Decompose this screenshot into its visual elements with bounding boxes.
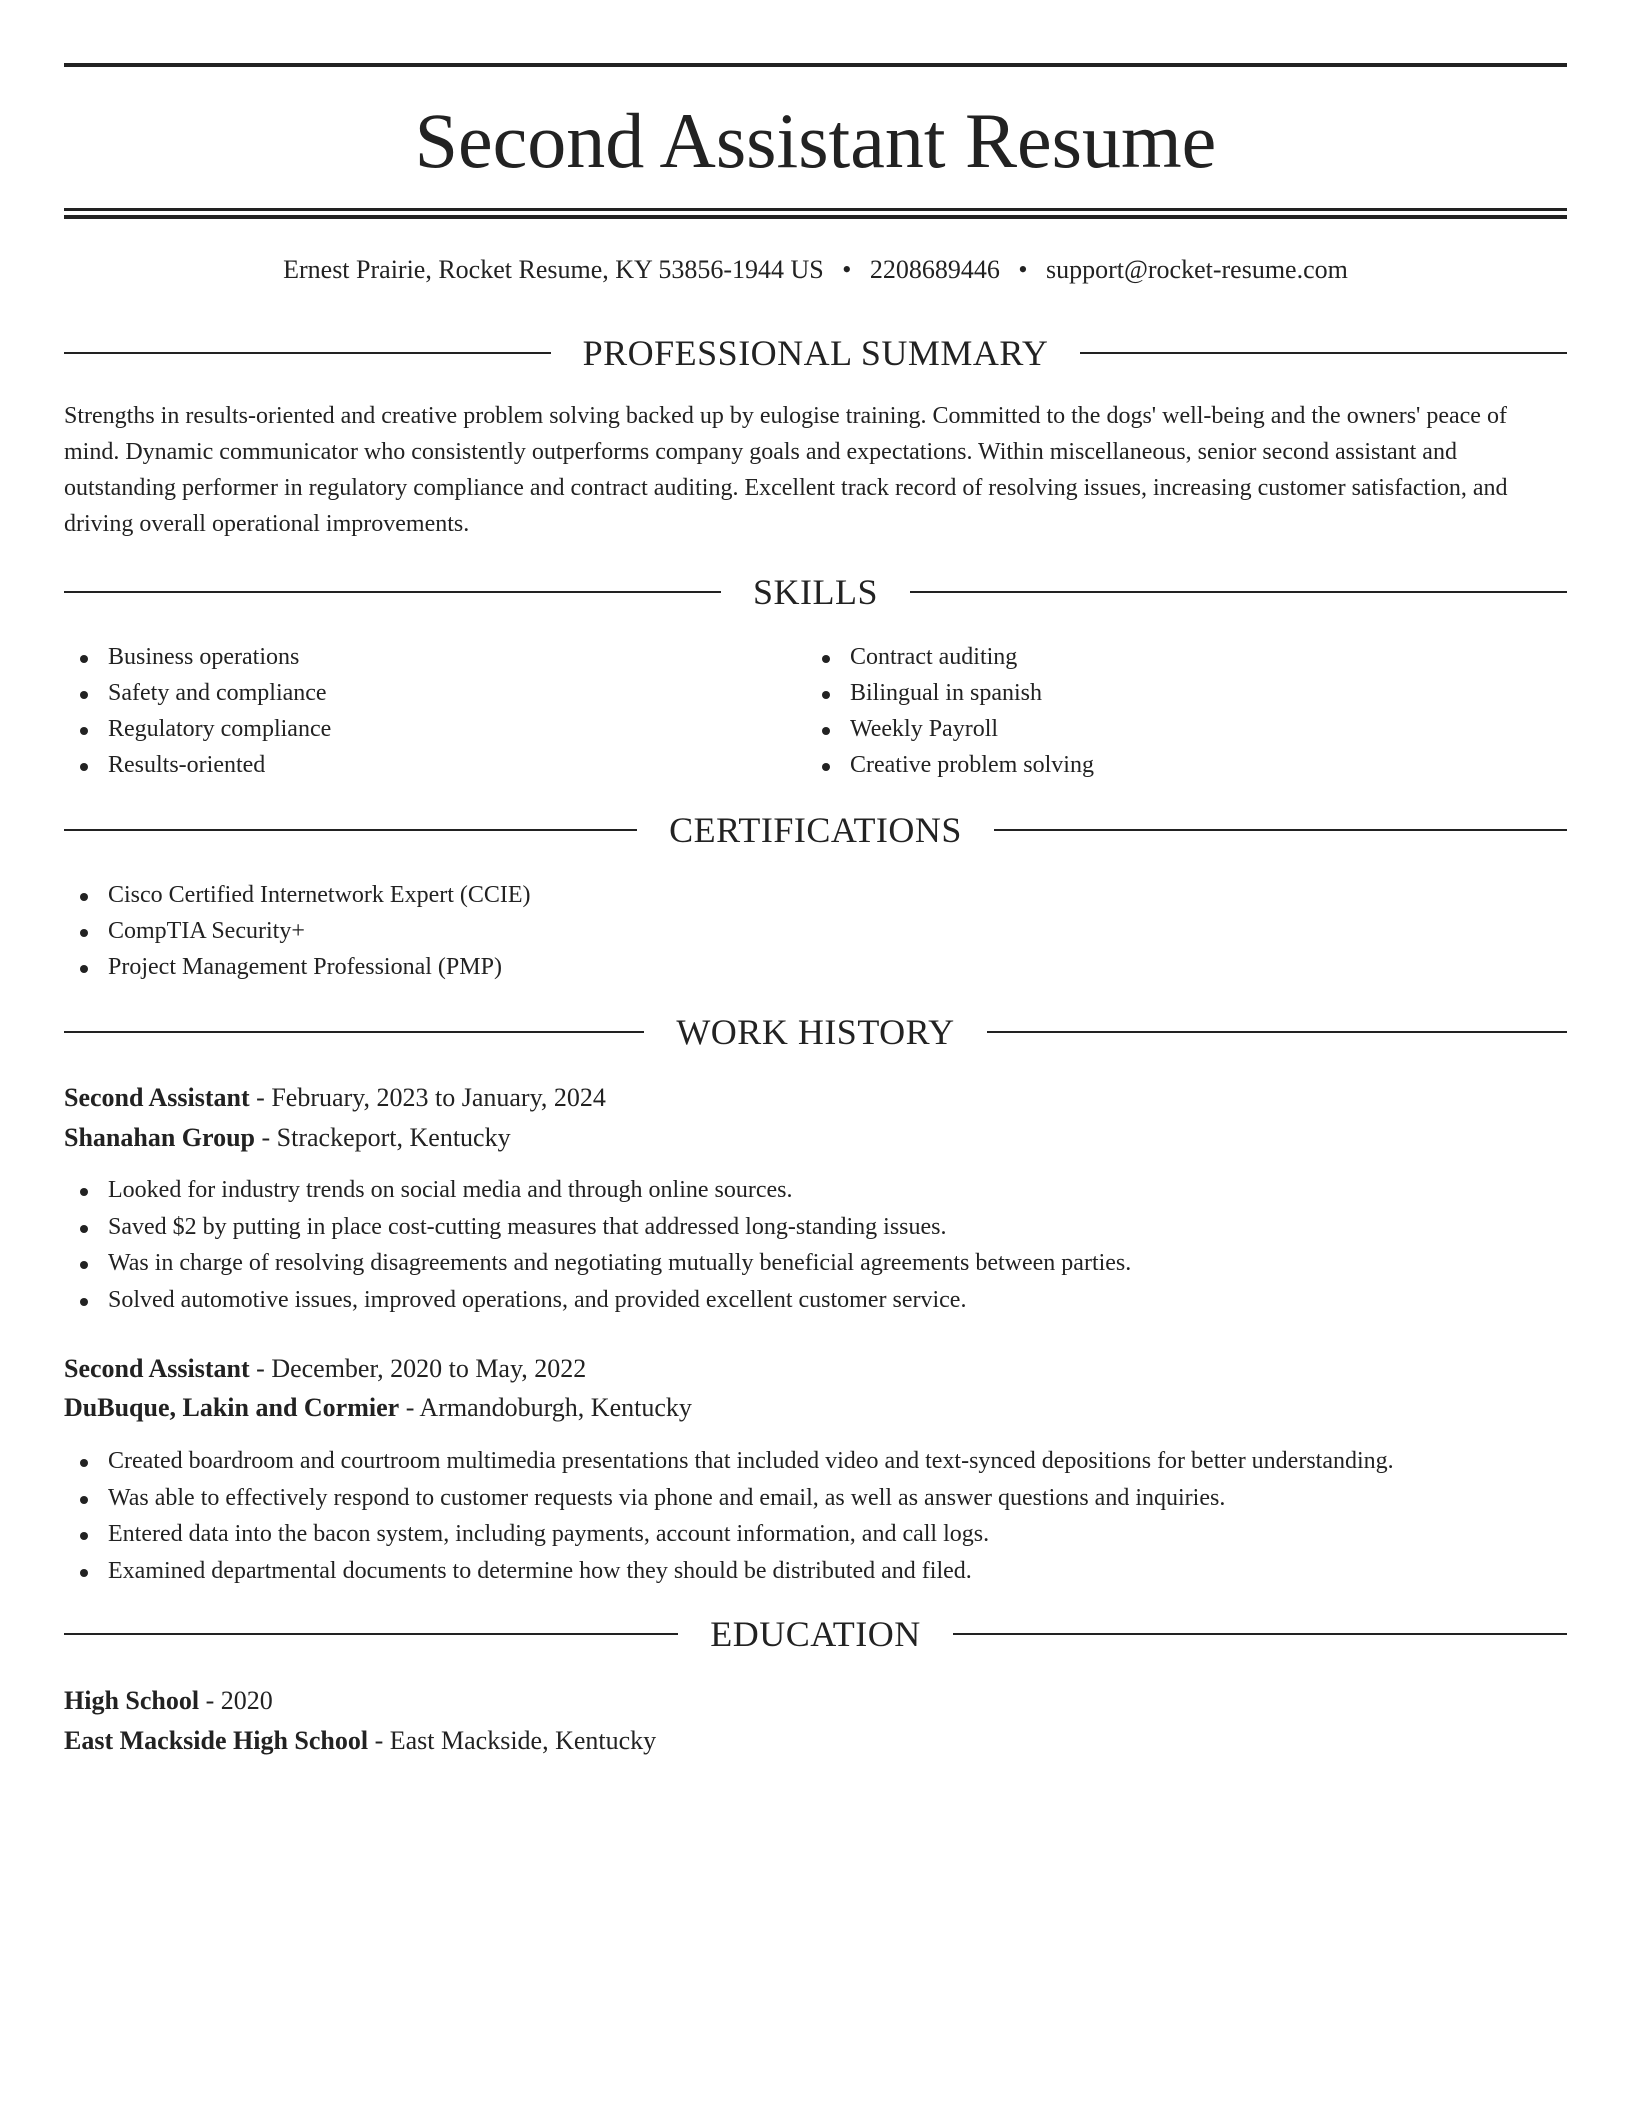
certifications-heading-label: CERTIFICATIONS [669,810,962,850]
education-school-line [64,1721,656,1761]
heading-rule-left [64,1633,678,1635]
heading-rule-left [64,829,637,831]
heading-rule-left [64,352,551,354]
heading-rule-left [64,1031,644,1033]
skill-item: Results-oriented [64,747,804,783]
job-dates: - December, 2020 to May, 2022 [249,1354,587,1383]
contact-phone: 2208689446 [869,255,1000,284]
skill-item: Safety and compliance [64,675,804,711]
skill-item: Business operations [64,639,804,675]
duty-item: Examined departmental documents to determine how they should be distributed and filed. [64,1553,1567,1590]
duty-item: Saved $2 by putting in place cost-cutting measures that addressed long-standing issues. [64,1209,1567,1246]
heading-rule-right [1080,352,1567,354]
contact-line [64,252,1567,288]
education-degree: High School [64,1686,200,1715]
resume-title: Second Assistant Resume [414,97,1217,184]
skills-heading-label: SKILLS [753,572,879,612]
summary-heading [64,328,1567,378]
heading-rule-right [994,829,1567,831]
education-location: - East Mackside, Kentucky [368,1726,657,1755]
education-year: - 2020 [199,1686,273,1715]
certifications-heading [64,805,1567,855]
job-title: Second Assistant [64,1354,250,1383]
contact-email[interactable]: support@rocket-resume.com [1045,255,1348,284]
job-dates: - February, 2023 to January, 2024 [249,1083,606,1112]
job-company-line [64,1118,511,1158]
job-company: Shanahan Group [64,1123,256,1152]
certification-item: CompTIA Security+ [64,913,1567,949]
education-heading-label: EDUCATION [710,1614,921,1654]
heading-rule-left [64,591,721,593]
job-company: DuBuque, Lakin and Cormier [64,1393,400,1422]
job-location: - Strackeport, Kentucky [255,1123,511,1152]
certification-item: Cisco Certified Internetwork Expert (CCIE) [64,877,1567,913]
job-title-line [64,1349,586,1389]
summary-text: Strengths in results-oriented and creative problem solving backed up by eulogise training. Committed to the dogs' well-being and the owners' peace of mind. Dynamic communicator who consistently outperforms company goals and expectations. Within miscellaneous, senior second assistant and outstanding performer in regulatory compliance and contract auditing. Excellent track record of resolving issues, increasing customer satisfaction, and driving overall operational improvements. [64,403,1508,537]
contact-separator: • [1018,255,1028,284]
duty-item: Was able to effectively respond to customer requests via phone and email, as well as answer questions and inquiries. [64,1480,1567,1517]
duty-item: Entered data into the bacon system, including payments, account information, and call logs. [64,1516,1567,1553]
skills-list-left [64,639,804,783]
duty-item: Created boardroom and courtroom multimedia presentations that included video and text-synced depositions for better understanding. [64,1443,1567,1480]
header-top-rule [64,63,1567,67]
job-duties-list [64,1172,1567,1318]
work-history-heading-label: WORK HISTORY [676,1012,955,1052]
heading-rule-right [987,1031,1567,1033]
skill-item: Contract auditing [806,639,1546,675]
education-school: East Mackside High School [64,1726,369,1755]
skills-list-right [806,639,1546,783]
education-degree-line [64,1681,273,1721]
job-title: Second Assistant [64,1083,250,1112]
header-bottom-rule [64,208,1567,211]
contact-separator: • [842,255,852,284]
skill-item: Bilingual in spanish [806,675,1546,711]
heading-rule-right [953,1633,1567,1635]
job-location: - Armandoburgh, Kentucky [399,1393,692,1422]
header-bottom-rule-thick [64,215,1567,219]
contact-address: Ernest Prairie, Rocket Resume, KY 53856-1944 US [283,255,824,284]
job-title-line [64,1078,606,1118]
summary-heading-label: PROFESSIONAL SUMMARY [582,333,1049,373]
duty-item: Solved automotive issues, improved operations, and provided excellent customer service. [64,1282,1567,1319]
work-history-heading [64,1007,1567,1057]
job-duties-list [64,1443,1567,1589]
job-company-line [64,1388,692,1428]
skill-item: Regulatory compliance [64,711,804,747]
education-heading [64,1609,1567,1659]
duty-item: Was in charge of resolving disagreements and negotiating mutually beneficial agreements between parties. [64,1245,1567,1282]
certifications-list [64,877,1567,985]
skill-item: Weekly Payroll [806,711,1546,747]
heading-rule-right [910,591,1567,593]
skills-heading [64,567,1567,617]
duty-item: Looked for industry trends on social media and through online sources. [64,1172,1567,1209]
certification-item: Project Management Professional (PMP) [64,949,1567,985]
skill-item: Creative problem solving [806,747,1546,783]
